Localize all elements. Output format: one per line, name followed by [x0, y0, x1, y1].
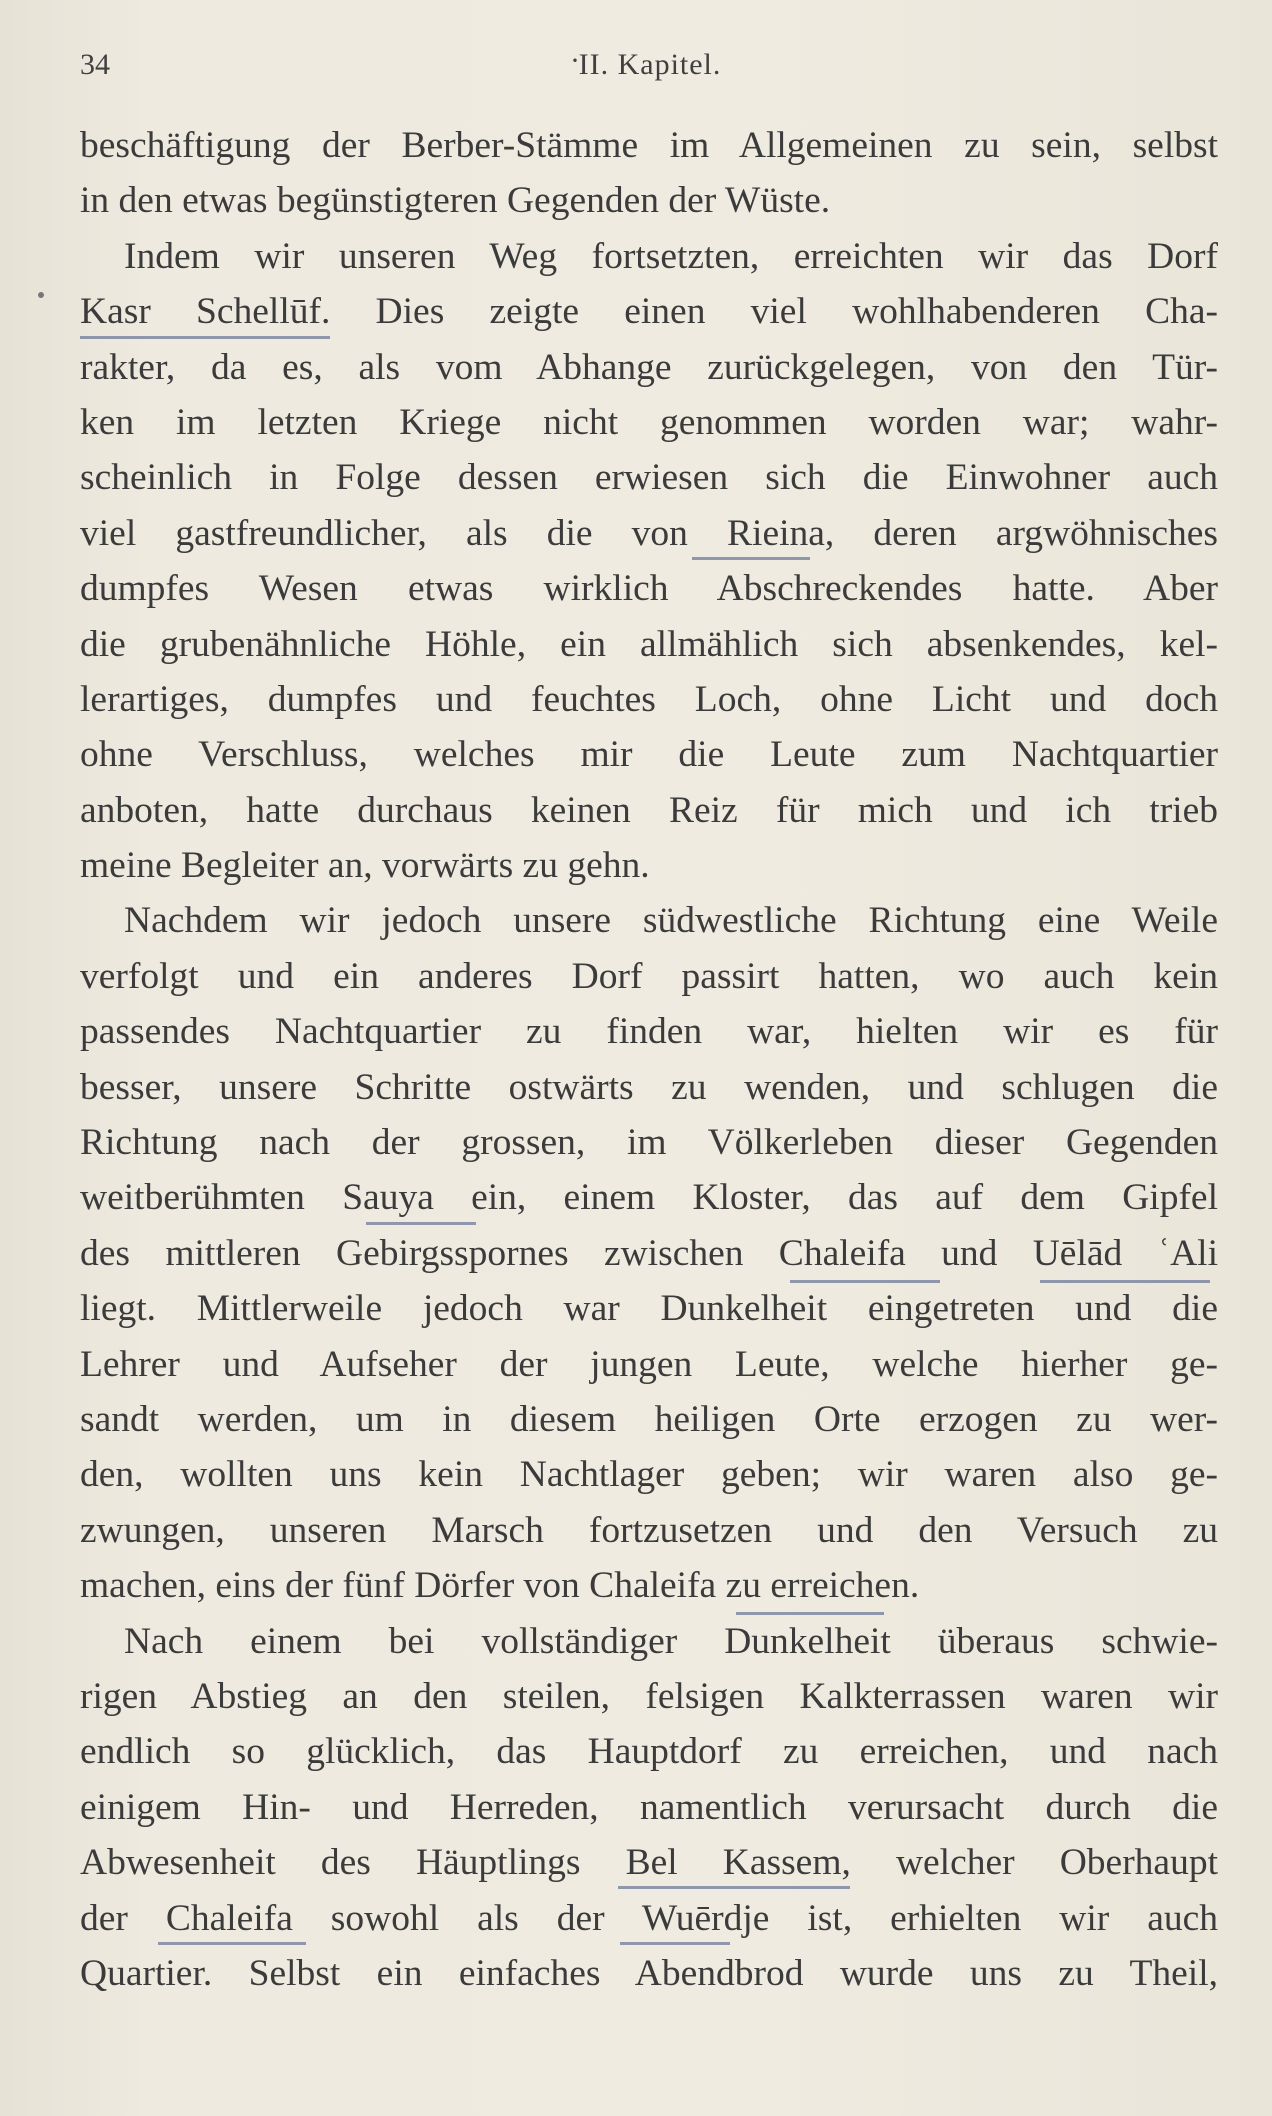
text-line: Nachdem wir jedoch unsere südwestliche Richtung eine Weile — [124, 900, 1218, 942]
text-line: Abwesenheit des Häuptlings Bel Kassem, welcher Oberhaupt — [80, 1842, 1218, 1884]
text-line: meine Begleiter an, vorwärts zu gehn. — [80, 845, 650, 887]
pencil-underline — [1040, 1280, 1210, 1283]
text-line: besser, unsere Schritte ostwärts zu wenden, und schlugen die — [80, 1066, 1218, 1108]
text-line: der Chaleifa sowohl als der Wuērdje ist, erhielten wir auch — [80, 1897, 1218, 1939]
pencil-underline — [366, 1222, 476, 1225]
text-line: liegt. Mittlerweile jedoch war Dunkelheit eingetreten und die — [80, 1288, 1218, 1330]
page-header — [80, 44, 1220, 92]
body-text — [80, 118, 1218, 2001]
margin-dot-mark — [38, 292, 44, 298]
text-line: Quartier. Selbst ein einfaches Abendbrod wurde uns zu Theil, — [80, 1952, 1218, 1994]
header-dot: · — [570, 44, 580, 77]
text-line: ohne Verschluss, welches mir die Leute zum Nachtquartier — [80, 734, 1218, 776]
text-line: viel gastfreundlicher, als die von Rieina, deren argwöhnisches — [80, 512, 1218, 554]
text-line: die grubenähnliche Höhle, ein allmählich sich absenkendes, kel- — [80, 623, 1218, 665]
text-line: machen, eins der fünf Dörfer von Chaleifa zu erreichen. — [80, 1565, 920, 1607]
text-line: zwungen, unseren Marsch fortzusetzen und den Versuch zu — [80, 1509, 1218, 1551]
text-line: passendes Nachtquartier zu finden war, hielten wir es für — [80, 1011, 1218, 1053]
text-line: in den etwas begünstigteren Gegenden der Wüste. — [80, 180, 831, 222]
pencil-underline — [620, 1942, 730, 1945]
text-line: scheinlich in Folge dessen erwiesen sich die Einwohner auch — [80, 457, 1218, 499]
text-line: den, wollten uns kein Nachtlager geben; wir waren also ge- — [80, 1454, 1218, 1496]
text-line: Nach einem bei vollständiger Dunkelheit überaus schwie- — [124, 1620, 1218, 1662]
text-line: lerartiges, dumpfes und feuchtes Loch, ohne Licht und doch — [80, 678, 1218, 720]
text-line: beschäftigung der Berber-Stämme im Allgemeinen zu sein, selbst — [80, 125, 1218, 166]
text-line: ken im letzten Kriege nicht genommen worden war; wahr- — [80, 401, 1218, 443]
text-line: Indem wir unseren Weg fortsetzten, erreichten wir das Dorf — [124, 235, 1218, 277]
text-line: endlich so glücklich, das Hauptdorf zu erreichen, und nach — [80, 1731, 1218, 1773]
text-line: weitberühmten Sauya ein, einem Kloster, das auf dem Gipfel — [80, 1177, 1218, 1219]
text-line: rigen Abstieg an den steilen, felsigen Kalkterrassen waren wir — [80, 1675, 1218, 1717]
pencil-underline — [692, 557, 810, 560]
text-line: verfolgt und ein anderes Dorf passirt hatten, wo auch kein — [80, 955, 1218, 997]
running-head: II. Kapitel. — [578, 48, 722, 81]
text-line: anboten, hatte durchaus keinen Reiz für mich und ich trieb — [80, 789, 1218, 831]
pencil-underline — [80, 336, 330, 339]
pencil-underline — [158, 1942, 306, 1945]
pencil-underline — [736, 1612, 884, 1615]
text-line: einigem Hin- und Herreden, namentlich verursacht durch die — [80, 1786, 1218, 1828]
text-line: Richtung nach der grossen, im Völkerleben dieser Gegenden — [80, 1122, 1218, 1164]
text-line: Lehrer und Aufseher der jungen Leute, welche hierher ge- — [80, 1343, 1218, 1385]
text-line: rakter, da es, als vom Abhange zurückgelegen, von den Tür- — [80, 346, 1218, 388]
page-number: 34 — [80, 48, 110, 81]
text-line: dumpfes Wesen etwas wirklich Abschreckendes hatte. Aber — [80, 568, 1218, 610]
text-line: sandt werden, um in diesem heiligen Orte erzogen zu wer- — [80, 1398, 1218, 1440]
pencil-underline — [790, 1280, 940, 1283]
pencil-underline — [618, 1886, 850, 1889]
text-line: des mittleren Gebirgsspornes zwischen Chaleifa und Uēlād ʿAli — [80, 1232, 1218, 1274]
text-line: Kasr Schellūf. Dies zeigte einen viel wohlhabenderen Cha- — [80, 291, 1218, 333]
